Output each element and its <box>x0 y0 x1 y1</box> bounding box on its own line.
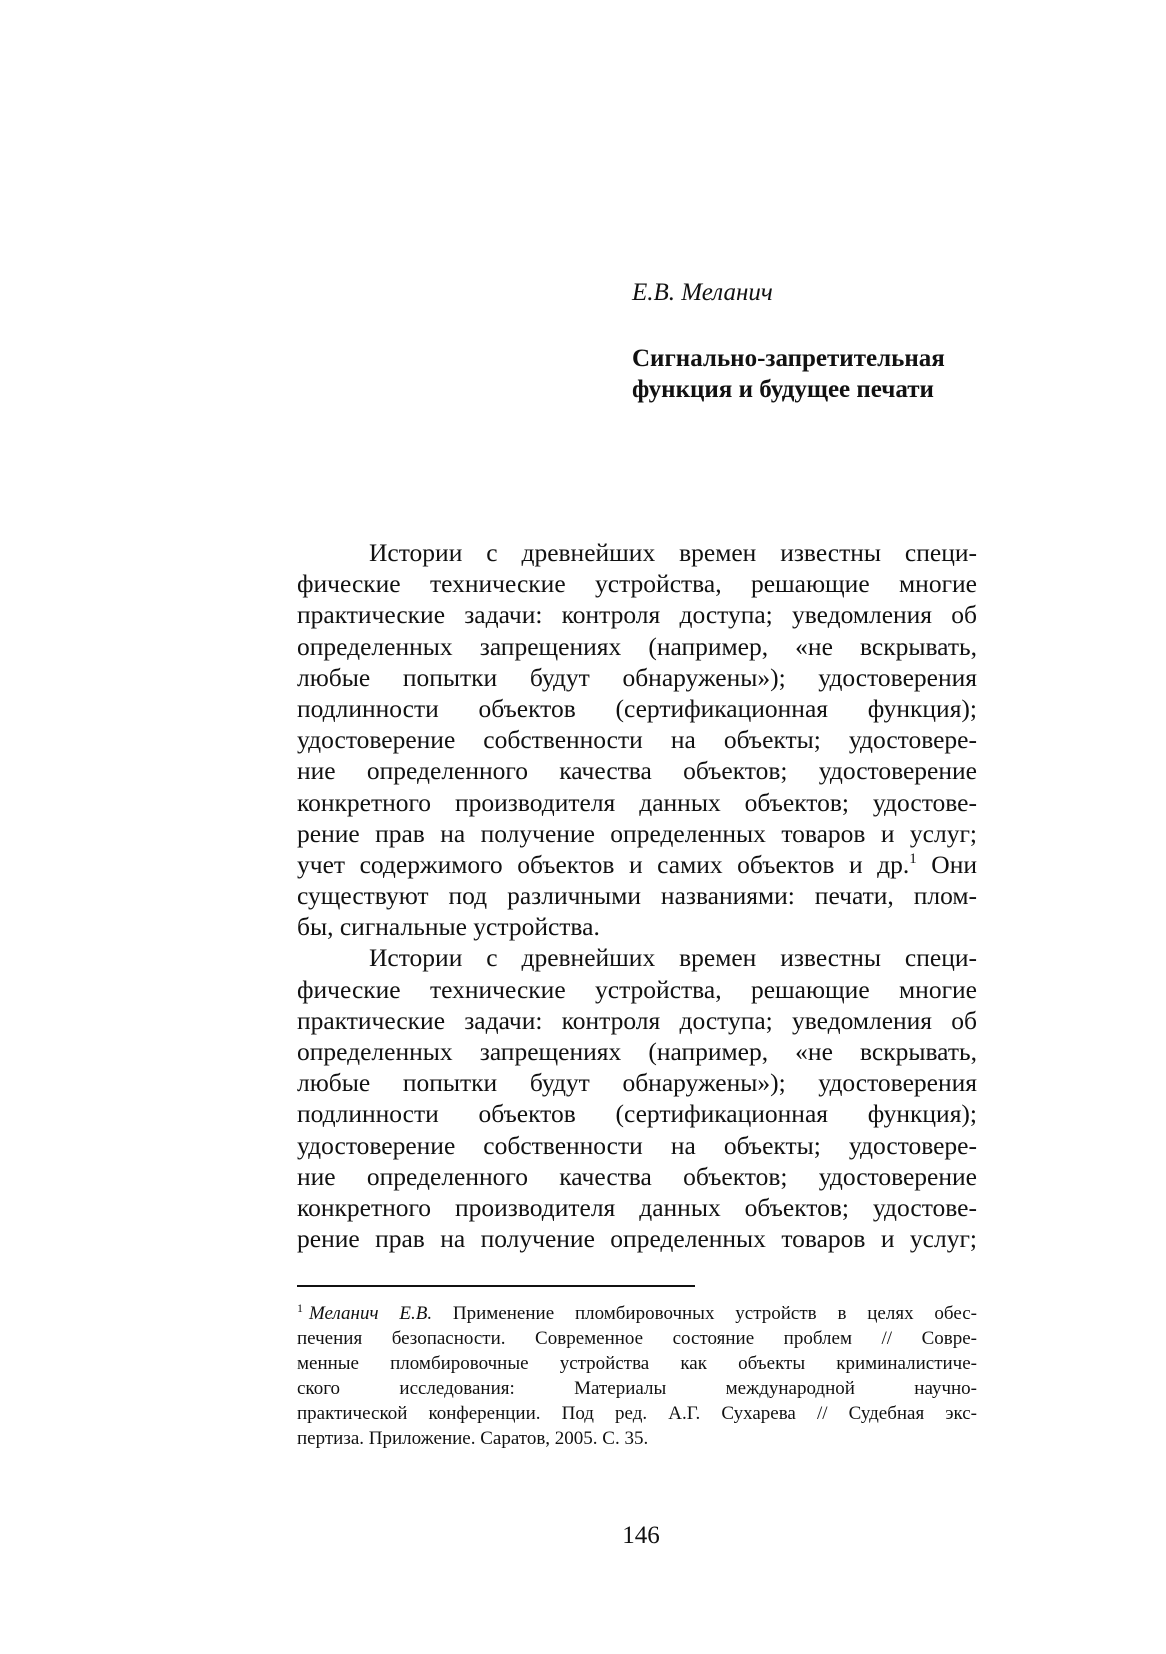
text-line: удостоверение собственности на объекты; удостовере- <box>297 725 977 755</box>
text-line: практические задачи: контроля доступа; уведомления об <box>297 1005 977 1035</box>
author-name: Е.В. Меланич <box>632 279 773 306</box>
footnote <box>297 1301 977 1451</box>
text-line: подлинности объектов (сертификационная функция); <box>297 693 977 723</box>
text-line: существуют под различными названиями: печати, плом- <box>297 881 977 911</box>
text-line: бы, сигнальные устройства. <box>297 912 600 942</box>
paragraph-1 <box>297 537 977 942</box>
article-title-line: функция и будущее печати <box>632 376 934 403</box>
footnote-line: практической конференции. Под ред. А.Г. Сухарева // Судебная экс- <box>297 1403 977 1424</box>
text-line: удостоверение собственности на объекты; удостовере- <box>297 1130 977 1160</box>
page-number: 146 <box>622 1522 660 1549</box>
text-line-with-footnote-ref <box>297 849 977 880</box>
paragraph-2 <box>297 942 977 1254</box>
footnote-line: менные пломбировочные устройства как объекты криминалистиче- <box>297 1353 977 1374</box>
footnote-number: 1 <box>297 1301 303 1315</box>
text-segment: Они <box>916 849 977 879</box>
text-line: рение прав на получение определенных товаров и услуг; <box>297 818 977 848</box>
article-body <box>297 537 977 1254</box>
text-line: подлинности объектов (сертификационная функция); <box>297 1099 977 1129</box>
footnote-divider <box>297 1285 695 1287</box>
text-line: ние определенного качества объектов; удостоверение <box>297 1161 977 1191</box>
text-line: ние определенного качества объектов; удостоверение <box>297 756 977 786</box>
article-title <box>632 343 992 405</box>
text-line: любые попытки будут обнаружены»); удостоверения <box>297 662 977 692</box>
text-line: фические технические устройства, решающие многие <box>297 974 977 1004</box>
text-line: рение прав на получение определенных товаров и услуг; <box>297 1224 977 1254</box>
footnote-line: печения безопасности. Современное состояние проблем // Совре- <box>297 1328 977 1349</box>
article-title-line: Сигнально-запретительная <box>632 345 945 372</box>
text-line: фические технические устройства, решающие многие <box>297 569 977 599</box>
text-line: любые попытки будут обнаружены»); удостоверения <box>297 1068 977 1098</box>
text-line: определенных запрещениях (например, «не вскрывать, <box>297 1037 977 1066</box>
text-line: конкретного производителя данных объектов; удостове- <box>297 1192 977 1222</box>
footnote-reference: 1 <box>909 850 917 867</box>
footnote-author: Меланич Е.В. <box>309 1303 433 1324</box>
footnote-line <box>297 1301 977 1326</box>
text-segment: Применение пломбировочных устройств в целях обес- <box>432 1303 977 1324</box>
text-segment: учет содержимого объектов и самих объектов и др. <box>297 849 910 879</box>
text-line: практические задачи: контроля доступа; уведомления об <box>297 600 977 630</box>
text-line: конкретного производителя данных объектов; удостове- <box>297 787 977 817</box>
text-line: Истории с древнейших времен известны специ- <box>369 943 977 973</box>
footnote-line: ского исследования: Материалы международной научно- <box>297 1378 977 1399</box>
footnote-line: пертиза. Приложение. Саратов, 2005. С. 35. <box>297 1428 649 1449</box>
text-line: определенных запрещениях (например, «не вскрывать, <box>297 631 977 661</box>
text-line: Истории с древнейших времен известны специ- <box>369 538 977 567</box>
